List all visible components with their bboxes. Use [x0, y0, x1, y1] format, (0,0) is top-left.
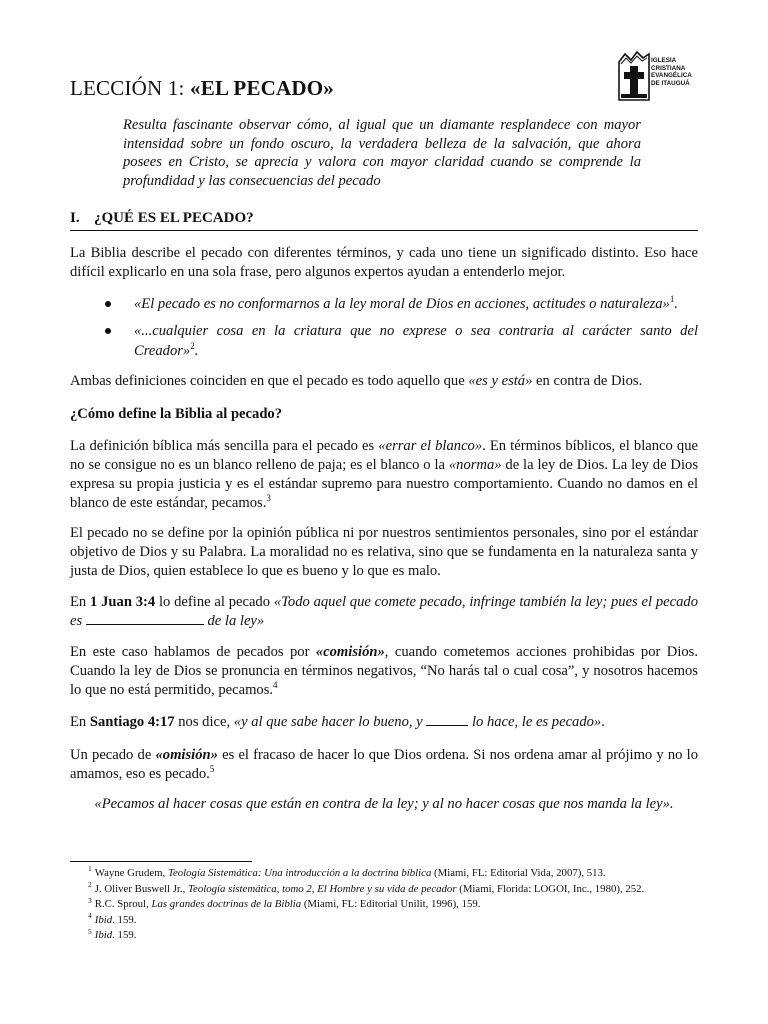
bible-reference-2: Santiago 4:17	[89, 714, 175, 730]
footnote-title: Teología sistemática, tomo 2, El Hombre y su vida de pecador	[188, 882, 457, 895]
footnote-ref-1[interactable]: 1	[669, 294, 675, 305]
footnote-divider	[70, 861, 252, 862]
footnote-author: J. Oliver Buswell Jr.,	[94, 882, 189, 895]
list-item: «...cualquier cosa en la criatura que no exprese o sea contraria al carácter santo del Creador»$^2$.	[100, 321, 698, 361]
p7-text-b: nos dice,	[174, 714, 234, 730]
p6-text-a: En este caso hablamos de pecados por	[70, 644, 316, 660]
footnote	[88, 866, 708, 882]
logo-line-4: DE ITAUGUÁ	[651, 80, 690, 88]
footnotes	[88, 866, 708, 944]
footnote-details: (Miami, FL: Editorial Unilit, 1996), 159.	[301, 898, 481, 911]
p3-emphasis-2: «norma»	[448, 457, 502, 473]
p5-text-a: En	[70, 594, 91, 610]
footnote-title: Ibid	[94, 929, 113, 942]
footnote	[88, 882, 708, 898]
footnote-title: Teología Sistemática: Una introducción a la doctrina bíblica	[167, 867, 432, 879]
p6-emphasis: «comisión»	[315, 644, 385, 660]
p2-text-c: en contra de Dios.	[532, 373, 643, 389]
footnote-ref-4[interactable]: 4	[273, 680, 278, 691]
footnote	[88, 913, 708, 929]
fill-in-blank-2[interactable]	[426, 713, 468, 726]
p2-emphasis: «es y está»	[468, 373, 533, 389]
church-logo-text	[651, 57, 705, 88]
definition-1: «El pecado es no conformarnos a la ley moral de Dios en acciones, actitudes o naturaleza»	[134, 296, 670, 312]
p7-text-a: En	[70, 714, 90, 730]
bible-reference-1: 1 Juan 3:4	[90, 594, 156, 610]
p3-emphasis-1: «errar el blanco»	[378, 438, 483, 454]
paragraph-3	[70, 437, 698, 513]
logo-line-1: IGLESIA	[651, 57, 677, 64]
p5-quote: «Todo aquel que comete pecado, infringe también la ley; pues el pecado es	[70, 594, 698, 629]
footnote	[88, 897, 708, 913]
footnote-title: Ibid	[94, 913, 113, 926]
bullet-icon	[105, 301, 111, 307]
paragraph-8	[70, 746, 698, 784]
footnote-author: R.C. Sproul,	[94, 898, 152, 911]
p3-text-e: de la ley de Dios. La ley de Dios expresa su propia justicia y es el estándar supremo para nuestro comportamiento. Cuando no damos en el blanco de este estándar, pecamos.	[70, 457, 699, 511]
p5-quote-end: de la ley»	[203, 613, 265, 629]
p7-quote: «y al que sabe hacer lo bueno, y	[233, 714, 427, 730]
paragraph-1: La Biblia describe el pecado con diferentes términos, y cada uno tiene un significado distinto. Eso hace difícil explicarlo en una sola frase, pero algunos expertos ayudan a entenderlo mejor.	[70, 245, 698, 280]
p8-emphasis: «omisión»	[155, 747, 218, 763]
p3-text-a: La definición bíblica más sencilla para el pecado es	[70, 438, 379, 454]
footnote	[88, 928, 708, 944]
fill-in-blank-1[interactable]	[86, 612, 204, 625]
subheading: ¿Cómo define la Biblia al pecado?	[70, 406, 283, 422]
footnote-ref-3[interactable]: 3	[266, 493, 271, 504]
p6-text-c: , cuando cometemos acciones prohibidas por Dios. Cuando la ley de Dios se pronuncia en términos negativos, “No harás tal o cual cosa”, y nosotros hacemos lo que no está permitido, pecamos.	[70, 644, 699, 698]
p2-text-a: Ambas definiciones coinciden en que el pecado es todo aquello que	[70, 373, 469, 389]
paragraph-6	[70, 643, 698, 700]
intro-paragraph: Resulta fascinante observar cómo, al igual que un diamante resplandece con mayor intensidad sobre un fondo oscuro, la verdadera belleza de la salvación, que ahora posees en Cristo, se aprecia y valora con mayor claridad cuando se comprende la profundidad y las consecuencias del pecado	[123, 117, 641, 189]
footnote-number: 2	[88, 880, 92, 889]
footnote-number: 3	[88, 895, 92, 905]
church-logo-icon	[617, 50, 651, 104]
logo-line-3: EVANGÉLICA	[651, 72, 692, 80]
p3-text-c: . En términos bíblicos, el blanco que no se consigue no es un blanco relleno de paja; es el blanco o la	[70, 438, 698, 473]
section-number: I.	[70, 210, 80, 226]
summary-quote: «Pecamos al hacer cosas que están en contra de la ley; y al no hacer cosas que nos manda la ley».	[94, 796, 674, 812]
definition-2: «...cualquier cosa en la criatura que no exprese o sea contraria al carácter santo del Creador»	[134, 323, 698, 359]
lesson-title	[70, 76, 334, 101]
lesson-title-main: «EL PECADO»	[190, 76, 335, 100]
footnote-ref-5[interactable]: 5	[209, 764, 215, 775]
p7-text-e: .	[601, 714, 605, 730]
footnote-details: . 159.	[112, 929, 137, 942]
footnote-number: 1	[88, 864, 92, 874]
p7-quote-end: lo hace, le es pecado»	[468, 714, 602, 730]
church-logo	[617, 50, 705, 104]
footnote-details: (Miami, FL: Editorial Vida, 2007), 513.	[431, 867, 606, 879]
footnote-number: 4	[88, 911, 92, 921]
section-heading	[70, 210, 698, 231]
footnote-details: (Miami, Florida: LOGOI, Inc., 1980), 252.	[456, 882, 645, 895]
bullet-icon	[105, 328, 111, 334]
footnote-ref-2[interactable]: 2	[190, 341, 195, 352]
footnote-title: Las grandes doctrinas de la Biblia	[151, 898, 302, 911]
lesson-title-prefix: LECCIÓN 1:	[70, 76, 191, 100]
footnote-details: . 159.	[112, 913, 137, 926]
paragraph-2	[70, 372, 698, 391]
p8-text-c: es el fracaso de hacer lo que Dios ordena. Si nos ordena amar al prójimo y no lo amamos, eso es pecado.	[70, 747, 698, 782]
paragraph-7	[70, 713, 698, 732]
logo-line-2: CRISTIANA	[651, 64, 686, 72]
footnote-author: Wayne Grudem,	[94, 867, 168, 879]
paragraph-4: El pecado no se define por la opinión pública ni por nuestros sentimientos personales, sino por el estándar objetivo de Dios y su Palabra. La moralidad no es relativa, sino que se fundamenta en la naturaleza santa y justa de Dios, quien establece lo que es bueno y lo que es malo.	[70, 525, 698, 579]
section-title: ¿QUÉ ES EL PECADO?	[94, 210, 254, 226]
p8-text-a: Un pecado de	[70, 747, 156, 763]
list-item: «El pecado es no conformarnos a la ley moral de Dios en acciones, actitudes o naturaleza»$^1$.	[100, 294, 698, 314]
footnote-number: 5	[88, 926, 92, 936]
p5-text-b: lo define al pecado	[155, 594, 274, 610]
definitions-list	[100, 294, 698, 361]
paragraph-5	[70, 593, 698, 631]
